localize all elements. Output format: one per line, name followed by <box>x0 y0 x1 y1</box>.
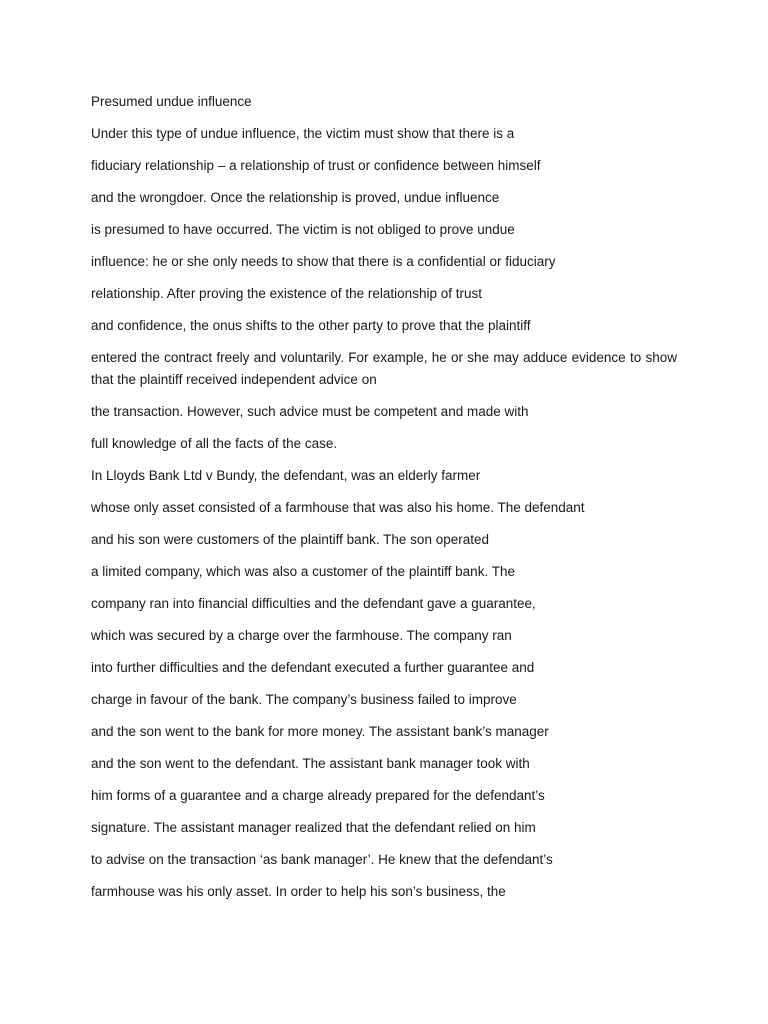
text-line: a limited company, which was also a customer of the plaintiff bank. The <box>91 564 515 579</box>
text-line: into further difficulties and the defendant executed a further guarantee and <box>91 660 535 675</box>
document-heading: Presumed undue influence <box>91 94 252 109</box>
text-line: fiduciary relationship – a relationship of trust or confidence between himself <box>91 158 541 173</box>
text-line: In Lloyds Bank Ltd v Bundy, the defendant, was an elderly farmer <box>91 468 481 483</box>
text-line: and confidence, the onus shifts to the other party to prove that the plaintiff <box>91 318 531 333</box>
text-line-wrapped: entered the contract freely and voluntarily. For example, he or she may adduce evidence to show that the plaintiff received independent advice on <box>91 350 677 387</box>
text-line: charge in favour of the bank. The company’s business failed to improve <box>91 692 517 707</box>
text-line: farmhouse was his only asset. In order to help his son’s business, the <box>91 884 506 899</box>
text-line: relationship. After proving the existence of the relationship of trust <box>91 286 482 301</box>
text-line: and the son went to the bank for more money. The assistant bank’s manager <box>91 724 549 739</box>
text-line: and the wrongdoer. Once the relationship is proved, undue influence <box>91 190 500 205</box>
text-line: the transaction. However, such advice must be competent and made with <box>91 404 529 419</box>
text-line: company ran into financial difficulties and the defendant gave a guarantee, <box>91 596 536 611</box>
text-line: him forms of a guarantee and a charge already prepared for the defendant’s <box>91 788 545 803</box>
text-line: is presumed to have occurred. The victim is not obliged to prove undue <box>91 222 515 237</box>
text-line: Under this type of undue influence, the victim must show that there is a <box>91 126 515 141</box>
text-line: signature. The assistant manager realized that the defendant relied on him <box>91 820 536 835</box>
text-line: to advise on the transaction ‘as bank manager’. He knew that the defendant’s <box>91 852 553 867</box>
text-line: which was secured by a charge over the farmhouse. The company ran <box>91 628 512 643</box>
text-line: and the son went to the defendant. The assistant bank manager took with <box>91 756 530 771</box>
text-line: full knowledge of all the facts of the case. <box>91 436 338 451</box>
text-line: and his son were customers of the plaintiff bank. The son operated <box>91 532 489 547</box>
text-line: influence: he or she only needs to show that there is a confidential or fiduciary <box>91 254 556 269</box>
text-line: whose only asset consisted of a farmhouse that was also his home. The defendant <box>91 500 585 515</box>
